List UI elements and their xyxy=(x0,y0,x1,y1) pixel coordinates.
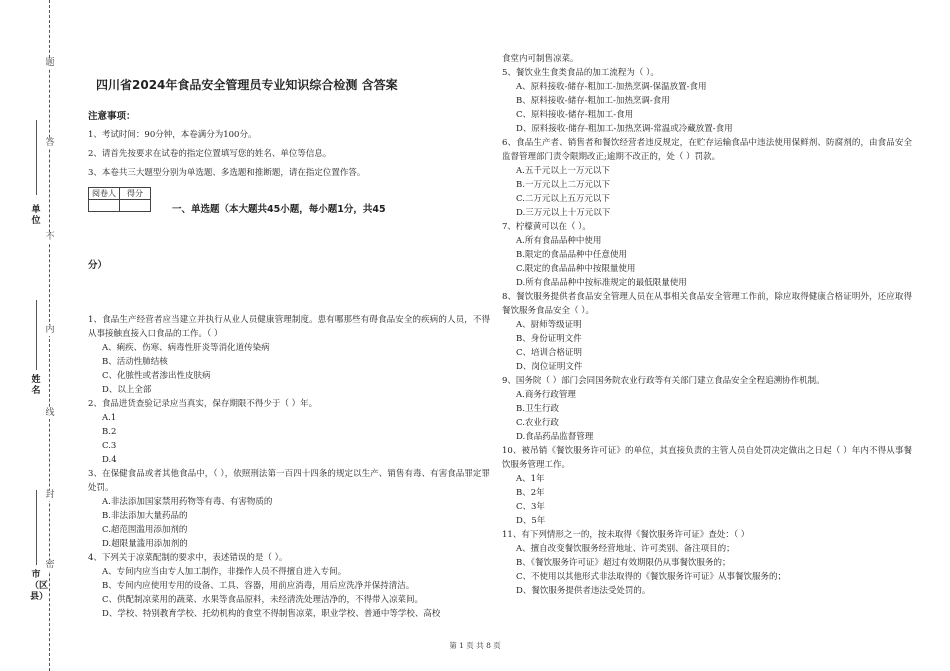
question-stem: 4、下列关于凉菜配制的要求中，表述错误的是（ ）。 xyxy=(88,553,288,563)
answer-option[interactable]: C、不使用以其他形式非法取得的《餐饮服务许可证》从事餐饮服务的； xyxy=(516,572,787,582)
notice-item: 2、请首先按要求在试卷的指定位置填写您的姓名、单位等信息。 xyxy=(88,149,332,159)
question-item xyxy=(88,397,490,467)
answer-option[interactable]: A、1年 xyxy=(516,474,545,484)
question-continuation-text: 食堂内可制售凉菜。 xyxy=(502,54,579,64)
question-stem: 9、国务院（ ）部门会同国务院农业行政等有关部门建立食品安全全程追溯协作机制。 xyxy=(502,376,825,386)
answer-option[interactable]: A、原料接收-储存-粗加工-加热烹调-保温放置-食用 xyxy=(516,82,707,92)
answer-option[interactable]: B.2 xyxy=(102,427,117,437)
answer-option[interactable]: A、厨师等级证明 xyxy=(516,320,582,330)
exam-title: 四川省2024年食品安全管理员专业知识综合检测 含答案 xyxy=(96,78,398,92)
answer-option[interactable]: D.超限量滥用添加剂的 xyxy=(102,539,188,549)
question-item xyxy=(502,528,912,598)
unit-field-line[interactable] xyxy=(36,120,37,195)
question-stem: 7、柠檬黄可以在（ ）。 xyxy=(502,222,591,232)
question-item xyxy=(502,66,912,136)
binding-char: 密 xyxy=(45,560,55,570)
question-stem: 8、餐饮服务提供者食品安全管理人员在从事相关食品安全管理工作前，除应取得健康合格证明外，还应取得餐饮服务食品安全（ ）。 xyxy=(502,292,912,316)
answer-option[interactable]: C.二万元以上五万元以下 xyxy=(516,194,610,204)
answer-option[interactable]: B、《餐饮服务许可证》超过有效期限仍从事餐饮服务的； xyxy=(516,558,731,568)
binding-char: 线 xyxy=(45,408,55,418)
answer-option[interactable]: C、化脓性或者渗出性皮肤病 xyxy=(102,371,211,381)
answer-option[interactable]: A、痢疾、伤寒、病毒性肝炎等消化道传染病 xyxy=(102,343,270,353)
answer-option[interactable]: C.农业行政 xyxy=(516,418,559,428)
question-stem: 10、被吊销《餐饮服务许可证》的单位，其直接负责的主管人员自处罚决定做出之日起（ ）年内不得从事餐饮服务管理工作。 xyxy=(502,446,912,470)
name-field-line[interactable] xyxy=(36,300,37,370)
answer-option[interactable]: B、原料接收-储存-粗加工-加热烹调-食用 xyxy=(516,96,670,106)
binding-char: 答 xyxy=(45,138,55,148)
question-stem: 1、食品生产经营者应当建立并执行从业人员健康管理制度。患有哪那些有碍食品安全的疾病的人员，不得从事接触直接入口食品的工作。（ ） xyxy=(88,315,490,339)
binding-char: 题 xyxy=(45,58,55,68)
question-stem: 11、有下列情形之一的，按未取得《餐饮服务许可证》查处：（ ） xyxy=(502,530,750,540)
answer-option[interactable]: B、活动性肺结核 xyxy=(102,357,168,367)
notice-item: 3、本卷共三大题型分别为单选题、多选题和推断题，请在指定位置作答。 xyxy=(88,168,366,178)
question-stem: 2、食品进货查验记录应当真实，保存期限不得少于（ ）年。 xyxy=(88,399,318,409)
answer-option[interactable]: A.所有食品品种中使用 xyxy=(516,236,602,246)
answer-option[interactable]: B、身份证明文件 xyxy=(516,334,582,344)
score-table xyxy=(88,187,151,212)
answer-option[interactable]: A.非法添加国家禁用药物等有毒、有害物质的 xyxy=(102,497,273,507)
question-list-left xyxy=(88,313,490,621)
answer-option[interactable]: C、培训合格证明 xyxy=(516,348,583,358)
answer-option[interactable]: D、学校、特别教育学校、托幼机构的食堂不得制售凉菜，职业学校、普通中等学校、高校 xyxy=(102,609,441,619)
notice-title: 注意事项： xyxy=(88,111,136,122)
section-heading: 一、单选题（本大题共45小题，每小题1分，共45 xyxy=(172,204,386,215)
question-item xyxy=(502,444,912,528)
answer-option[interactable]: A.五千元以上一万元以下 xyxy=(516,166,610,176)
answer-option[interactable]: B.一万元以上二万元以下 xyxy=(516,180,610,190)
binding-char: 不 xyxy=(45,232,55,242)
answer-option[interactable]: B、专间内应使用专用的设备、工具、容器，用前应消毒，用后应洗净并保持清洁。 xyxy=(102,581,415,591)
score-header: 得分 xyxy=(120,188,151,200)
answer-option[interactable]: D、以上全部 xyxy=(102,385,152,395)
answer-option[interactable]: C.限定的食品品种中按限量使用 xyxy=(516,264,636,274)
answer-option[interactable]: D.食品药品监督管理 xyxy=(516,432,594,442)
left-column xyxy=(88,66,490,621)
section-header-block xyxy=(88,187,490,287)
answer-option[interactable]: B.限定的食品品种中任意使用 xyxy=(516,250,627,260)
section-heading-cont: 分） xyxy=(88,260,108,271)
region-field-line[interactable] xyxy=(36,490,37,565)
answer-option[interactable]: D.三万元以上十万元以下 xyxy=(516,208,611,218)
notice-item: 1、考试时间：90分钟，本卷满分为100分。 xyxy=(88,130,257,140)
answer-option[interactable]: C.3 xyxy=(102,441,117,451)
answer-option[interactable]: B.非法添加大量药品的 xyxy=(102,511,188,521)
answer-option[interactable]: C.超范围滥用添加剂的 xyxy=(102,525,188,535)
question-item xyxy=(88,313,490,397)
answer-option[interactable]: A.1 xyxy=(102,413,117,423)
right-column xyxy=(502,52,912,598)
question-item xyxy=(502,136,912,220)
name-field-label: 姓名 xyxy=(31,375,41,396)
answer-option[interactable]: C、供配制凉菜用的蔬菜、水果等食品原料，未经清洗处理洁净的，不得带入凉菜间。 xyxy=(102,595,424,605)
region-field-label: 市（区县） xyxy=(30,570,49,602)
unit-field-label: 单位 xyxy=(31,205,41,226)
answer-option[interactable]: A.商务行政管理 xyxy=(516,390,576,400)
answer-option[interactable]: D、5年 xyxy=(516,516,546,526)
question-stem: 3、在保健食品或者其他食品中，（ ），依照刑法第一百四十四条的规定以生产、销售有毒、有害食品罪定罪处罚。 xyxy=(88,469,490,493)
binding-margin xyxy=(0,0,60,671)
question-item xyxy=(88,551,490,621)
question-item xyxy=(88,467,490,551)
score-cell[interactable] xyxy=(120,200,151,212)
answer-option[interactable]: C、3年 xyxy=(516,502,545,512)
question-list-right xyxy=(502,66,912,598)
reviewer-cell[interactable] xyxy=(89,200,120,212)
question-item xyxy=(502,290,912,374)
question-stem: 6、食品生产者、销售者和餐饮经营者违反规定，在贮存运输食品中违法使用保鲜剂、防腐剂的，由食品安全监督管理部门责令限期改正;逾期不改正的，处（ ）罚款。 xyxy=(502,138,912,162)
answer-option[interactable]: A、擅自改变餐饮服务经营地址、许可类别、备注项目的； xyxy=(516,544,735,554)
answer-option[interactable]: D.所有食品品种中按标准规定的最低限量使用 xyxy=(516,278,687,288)
answer-option[interactable]: A、专间内应当由专人加工制作，非操作人员不得擅自进入专间。 xyxy=(102,567,347,577)
question-stem: 5、餐饮业生食类食品的加工流程为（ ）。 xyxy=(502,68,659,78)
answer-option[interactable]: D.4 xyxy=(102,455,117,465)
answer-option[interactable]: B.卫生行政 xyxy=(516,404,559,414)
question-continuation xyxy=(502,52,912,66)
binding-char: 封 xyxy=(45,490,55,500)
answer-option[interactable]: B、2年 xyxy=(516,488,545,498)
page-footer: 第 1 页 共 8 页 xyxy=(449,641,501,650)
answer-option[interactable]: D、原料接收-储存-粗加工-加热烹调-常温或冷藏放置-食用 xyxy=(516,124,733,134)
binding-char: 内 xyxy=(45,325,55,335)
answer-option[interactable]: C、原料接收-储存-粗加工-食用 xyxy=(516,110,634,120)
answer-option[interactable]: D、岗位证明文件 xyxy=(516,362,583,372)
question-item xyxy=(502,220,912,290)
answer-option[interactable]: D、餐饮服务提供者违法受处罚的。 xyxy=(516,586,651,596)
question-item xyxy=(502,374,912,444)
reviewer-header: 阅卷人 xyxy=(89,188,120,200)
